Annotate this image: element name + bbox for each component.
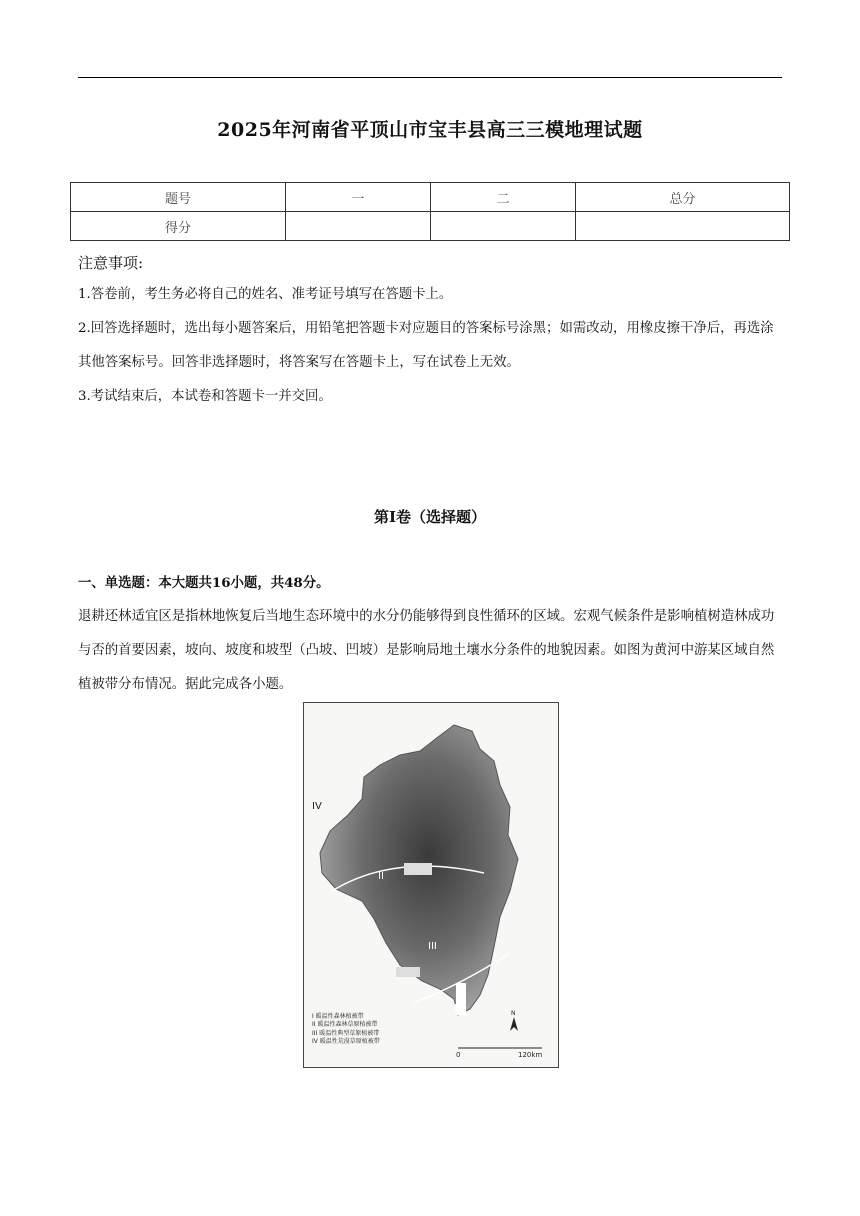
table-row — [71, 212, 790, 241]
table-cell: 二 — [431, 183, 576, 212]
table-cell: 题号 — [71, 183, 286, 212]
score-table — [70, 182, 790, 241]
vegetation-map — [303, 702, 559, 1068]
score-input-cell[interactable] — [431, 212, 576, 241]
table-row — [71, 183, 790, 212]
legend-item: II 暖温性森林草原植被带 — [312, 1021, 378, 1029]
zone-label: II — [378, 871, 384, 882]
page-title: 2025年河南省平顶山市宝丰县高三三模地理试题 — [217, 119, 643, 141]
table-cell: 总分 — [576, 183, 790, 212]
north-arrow-icon — [510, 1017, 518, 1031]
north-label: N — [511, 1010, 516, 1017]
zone-label: I — [454, 1003, 457, 1014]
question-stem: 退耕还林适宜区是指林地恢复后当地生态环境中的水分仍能够得到良性循环的区域。宏观气候条件是影响植树造林成功与否的首要因素，坡向、坡度和坡型（凸坡、凹坡）是影响局地土壤水分条件的地貌因素。如图为黄河中游某区域自然植被带分布情况。据此完成各小题。 — [78, 609, 775, 692]
question-heading: 一、单选题：本大题共16小题，共48分。 — [78, 575, 330, 591]
scale-end: 120km — [518, 1051, 543, 1059]
legend-item: IV 暖温性荒漠草原植被带 — [312, 1038, 380, 1046]
city-mark — [396, 967, 420, 977]
map-legend — [312, 1013, 380, 1047]
notice-title: 注意事项: — [78, 254, 144, 272]
notice-item: 3.考试结束后，本试卷和答题卡一并交回。 — [78, 389, 332, 404]
score-input-cell[interactable] — [286, 212, 431, 241]
zone-label: III — [428, 941, 437, 952]
notice-item: 2.回答选择题时，选出每小题答案后，用铅笔把答题卡对应题目的答案标号涂黑；如需改动，用橡皮擦干净后，再选涂其他答案标号。回答非选择题时，将答案写在答题卡上，写在试卷上无效。 — [78, 321, 774, 370]
scale-start: 0 — [456, 1051, 461, 1059]
score-input-cell[interactable] — [576, 212, 790, 241]
header-rule — [78, 77, 782, 78]
section-title: 第I卷（选择题） — [373, 508, 487, 526]
notice-item: 1.答卷前，考生务必将自己的姓名、准考证号填写在答题卡上。 — [78, 287, 453, 302]
table-cell: 得分 — [71, 212, 286, 241]
legend-item: I 暖温性森林植被带 — [312, 1013, 364, 1020]
river-mark — [456, 983, 466, 1015]
zone-label: IV — [312, 801, 322, 812]
city-mark — [404, 863, 432, 875]
legend-item: III 暖温性典型草原植被带 — [312, 1029, 380, 1037]
table-cell: 一 — [286, 183, 431, 212]
